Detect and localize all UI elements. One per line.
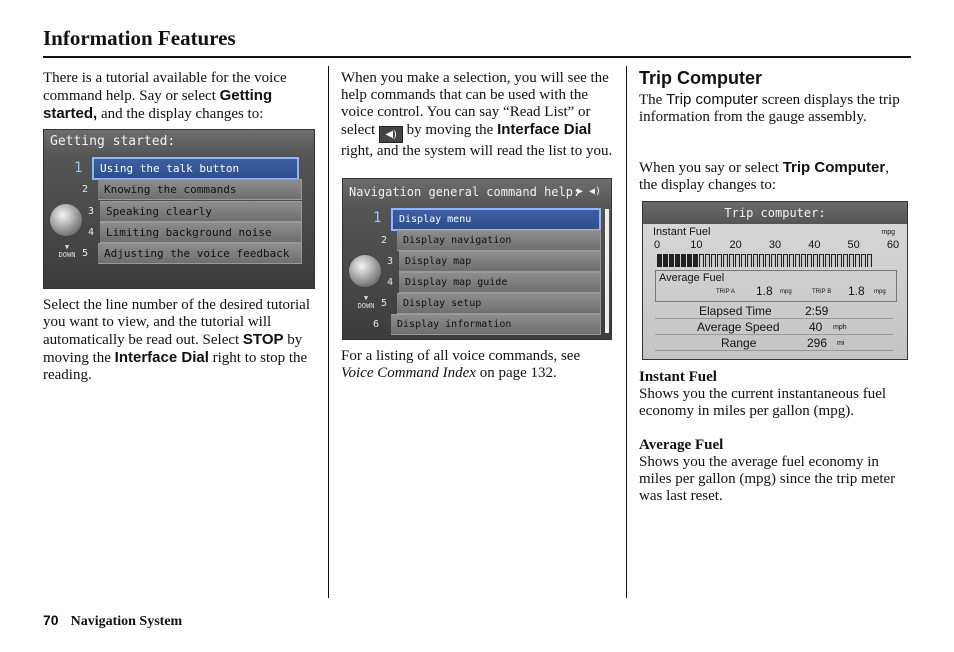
- fuel-bar-segment: [663, 254, 668, 267]
- trip-computer-term: Trip Computer: [782, 159, 886, 176]
- average-speed-value: 40: [809, 320, 823, 334]
- fuel-bar-segment: [669, 254, 674, 267]
- instant-fuel-heading: Instant Fuel: [639, 369, 717, 385]
- average-speed-row: [655, 320, 893, 335]
- range-label: Range: [721, 336, 757, 350]
- list-item[interactable]: Display navigation: [397, 230, 601, 251]
- trip-computer-screen: [642, 201, 908, 360]
- average-fuel-text: Shows you the average fuel economy in miles per gallon (mpg) since the trip meter was last reset.: [639, 454, 896, 504]
- fuel-bar-segment: [699, 254, 704, 267]
- scale-tick-label: 40: [808, 239, 821, 251]
- page-number: 70: [43, 612, 59, 628]
- fuel-bar-segment: [867, 254, 872, 267]
- range-unit: mi: [837, 340, 845, 347]
- fuel-scale: [653, 239, 900, 253]
- interface-dial-term: Interface Dial: [497, 121, 592, 138]
- fuel-bar-segment: [861, 254, 866, 267]
- trip-b-label: TRIP B: [812, 289, 832, 295]
- fuel-bar-segment: [789, 254, 794, 267]
- text: , the display changes to:: [639, 160, 889, 193]
- interface-dial-icon: [349, 255, 381, 287]
- text: and the display changes to:: [97, 106, 264, 122]
- title-rule: [43, 56, 911, 58]
- text: screen displays the trip information from the gauge assembly.: [639, 92, 900, 125]
- trip-a-unit: mpg: [780, 289, 792, 295]
- select-line-paragraph: [43, 297, 318, 384]
- interface-dial-icon: [50, 204, 82, 236]
- fuel-bar-segment: [777, 254, 782, 267]
- list-item[interactable]: Display information: [391, 314, 601, 335]
- section-heading: Trip Computer: [639, 68, 763, 88]
- row-number: 3: [387, 256, 394, 267]
- scale-tick-label: 20: [729, 239, 742, 251]
- text: by moving the: [43, 332, 303, 366]
- fuel-bar-segment: [843, 254, 848, 267]
- text: When you make a selection, you will see the help commands that can be used with the voice control. You can say “Read List” or select: [341, 70, 609, 138]
- getting-started-screen: [43, 129, 315, 289]
- row-number: 4: [387, 277, 394, 288]
- screen-header-text: Navigation general command help:: [349, 185, 581, 199]
- fuel-bar-segment: [813, 254, 818, 267]
- average-speed-unit: mph: [833, 324, 847, 331]
- play-voice-icon: ▶ ◀): [576, 186, 601, 197]
- fuel-bar-segment: [807, 254, 812, 267]
- fuel-bar-segment: [711, 254, 716, 267]
- range-value: 296: [807, 336, 828, 350]
- scale-tick-label: 60: [886, 239, 900, 251]
- page-footer: [43, 612, 182, 630]
- elapsed-time-value: 2:59: [805, 304, 829, 318]
- screen-header: [343, 179, 611, 207]
- list-item[interactable]: Adjusting the voice feedback: [98, 243, 302, 264]
- scale-tick-label: 10: [690, 239, 703, 251]
- fuel-bar-segment: [855, 254, 860, 267]
- trip-select-paragraph: [639, 159, 911, 194]
- list-item[interactable]: Display setup: [397, 293, 601, 314]
- help-commands-paragraph: [341, 70, 615, 160]
- average-fuel-heading: Average Fuel: [639, 437, 724, 453]
- fuel-bar-segment: [717, 254, 722, 267]
- column-divider: [328, 66, 329, 598]
- list-item[interactable]: Limiting background noise: [100, 222, 302, 243]
- trip-computer-term: Trip computer: [666, 91, 759, 108]
- trip-intro-paragraph: [639, 91, 911, 126]
- text: on page 132.: [475, 365, 557, 381]
- elapsed-time-row: [655, 304, 893, 319]
- down-label: ▼ DOWN: [58, 243, 76, 259]
- row-number: 1: [373, 210, 382, 226]
- list-item[interactable]: Display map: [399, 251, 601, 272]
- average-fuel-label: Average Fuel: [659, 272, 725, 284]
- fuel-bar-segment: [753, 254, 758, 267]
- instant-fuel-unit: mpg: [881, 229, 895, 236]
- fuel-bar-segment: [771, 254, 776, 267]
- row-number: 2: [82, 184, 89, 195]
- row-number: 2: [381, 235, 388, 246]
- fuel-bar-segment: [741, 254, 746, 267]
- text: right, and the system will read the list to you.: [341, 143, 613, 159]
- scale-tick-label: 0: [653, 239, 661, 251]
- average-fuel-box: [655, 270, 897, 302]
- text: by moving the: [402, 122, 498, 138]
- speaker-icon: ◀): [379, 126, 403, 143]
- average-speed-label: Average Speed: [697, 320, 780, 334]
- list-item[interactable]: Display map guide: [399, 272, 601, 293]
- instant-fuel-label: Instant Fuel: [653, 226, 711, 238]
- fuel-bar-segment: [747, 254, 752, 267]
- column-divider: [626, 66, 627, 598]
- screen-header: Getting started:: [44, 130, 314, 156]
- fuel-bar-segment: [729, 254, 734, 267]
- trip-a-value: 1.8: [756, 284, 773, 298]
- text: The: [639, 92, 667, 108]
- average-fuel-section: [639, 437, 911, 505]
- row-number: 5: [381, 298, 388, 309]
- trip-b-unit: mpg: [874, 289, 886, 295]
- row-number: 6: [373, 319, 380, 330]
- instant-fuel-section: [639, 369, 911, 420]
- fuel-bar-segment: [681, 254, 686, 267]
- list-item[interactable]: Speaking clearly: [100, 201, 302, 222]
- down-label: ▼ DOWN: [357, 294, 375, 310]
- text: When you say or select: [639, 160, 783, 176]
- row-number: 3: [88, 206, 95, 217]
- fuel-bar-segment: [675, 254, 680, 267]
- footer-title: Navigation System: [70, 614, 183, 629]
- row-number: 5: [82, 248, 89, 259]
- fuel-bar-segment: [783, 254, 788, 267]
- fuel-bar-segment: [759, 254, 764, 267]
- fuel-bar-segment: [723, 254, 728, 267]
- page-title: Information Features: [43, 26, 236, 50]
- text: Select the line number of the desired tutorial you want to view, and the tutorial will automatically be read out. Select: [43, 297, 310, 348]
- fuel-bar-segment: [705, 254, 710, 267]
- elapsed-time-label: Elapsed Time: [699, 304, 772, 318]
- tutorial-intro-paragraph: [43, 70, 318, 123]
- fuel-bar-segment: [837, 254, 842, 267]
- stop-term: STOP: [242, 331, 284, 348]
- instant-fuel-text: Shows you the current instantaneous fuel economy in miles per gallon (mpg).: [639, 386, 887, 419]
- row-number: 1: [74, 160, 83, 176]
- fuel-bar-segment: [819, 254, 824, 267]
- fuel-bar-segment: [795, 254, 800, 267]
- fuel-bar-segment: [849, 254, 854, 267]
- trip-b-value: 1.8: [848, 284, 865, 298]
- row-number: 4: [88, 227, 95, 238]
- fuel-bar-segment: [765, 254, 770, 267]
- trip-a-label: TRIP A: [716, 289, 735, 295]
- instant-fuel-bar: [657, 253, 895, 267]
- fuel-bar-segment: [687, 254, 692, 267]
- list-item[interactable]: Knowing the commands: [98, 179, 302, 200]
- fuel-bar-segment: [693, 254, 698, 267]
- fuel-bar-segment: [735, 254, 740, 267]
- screen-header: Trip computer:: [643, 202, 907, 224]
- getting-started-term: Getting started,: [43, 87, 273, 122]
- list-item-selected[interactable]: Using the talk button: [92, 157, 299, 180]
- interface-dial-term: Interface Dial: [114, 349, 209, 366]
- text: For a listing of all voice commands, see: [341, 348, 581, 364]
- range-row: [655, 336, 893, 351]
- text: right to stop the reading.: [43, 350, 308, 383]
- voice-command-index-ref: Voice Command Index: [341, 365, 476, 381]
- fuel-bar-segment: [657, 254, 662, 267]
- fuel-bar-segment: [825, 254, 830, 267]
- list-item-selected[interactable]: Display menu: [391, 208, 601, 231]
- voice-index-paragraph: [341, 348, 615, 382]
- scale-tick-label: 50: [847, 239, 860, 251]
- scale-tick-label: 30: [768, 239, 782, 251]
- command-help-screen: [342, 178, 612, 340]
- fuel-bar-segment: [801, 254, 806, 267]
- scrollbar[interactable]: [605, 209, 609, 333]
- fuel-bar-segment: [831, 254, 836, 267]
- text: There is a tutorial available for the voice command help. Say or select: [43, 70, 287, 104]
